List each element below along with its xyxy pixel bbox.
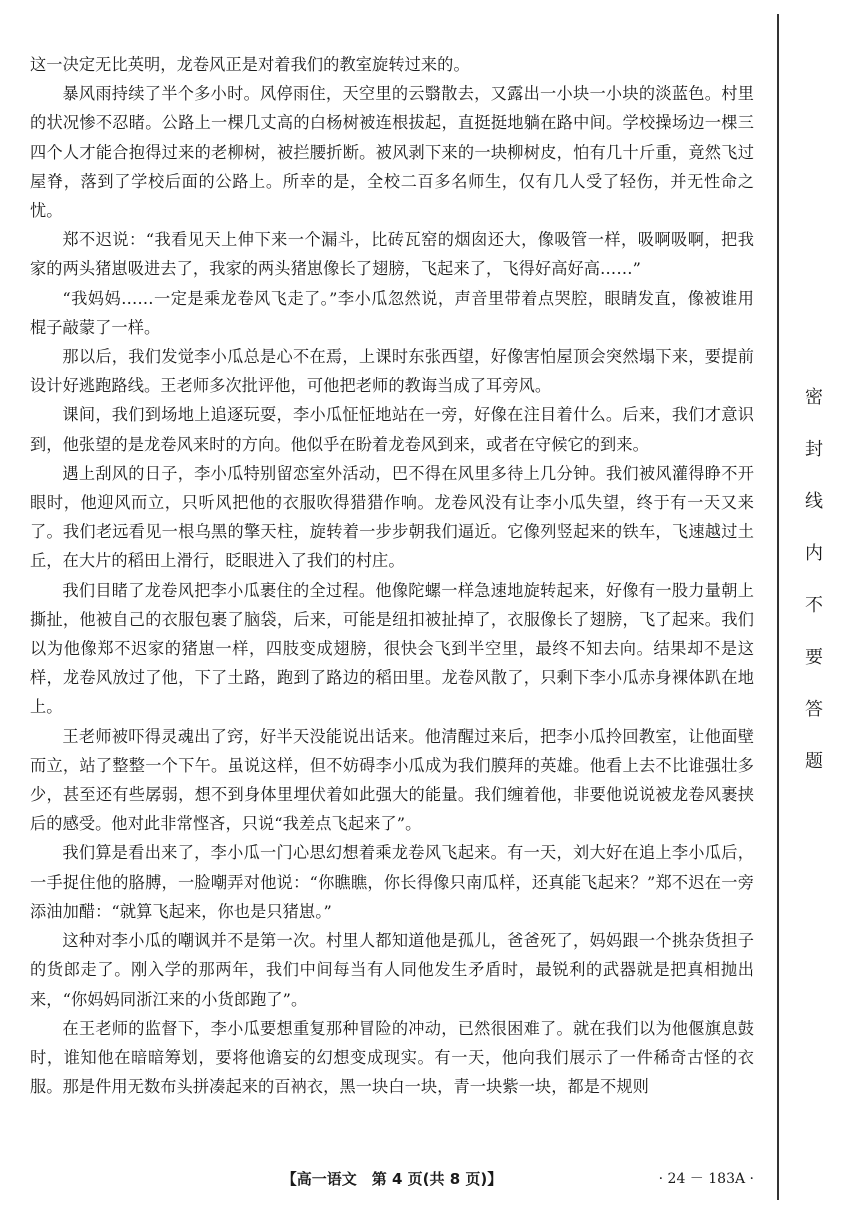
binding-char: 内 — [805, 543, 823, 564]
exam-code: · 24 － 183A · — [658, 1171, 754, 1187]
binding-margin-notice — [790, 372, 838, 788]
paragraph: 暴风雨持续了半个多小时。风停雨住，天空里的云翳散去，又露出一小块一小块的淡蓝色。村里的状况惨不忍睹。公路上一棵几丈高的白杨树被连根拔起，直挺挺地躺在路中间。学校操场边一棵三四个人才能合抱得过来的老柳树，被拦腰折断。被风剥下来的一块柳树皮，怕有几十斤重，竟然飞过屋脊，落到了学校后面的公路上。所幸的是，全校二百多名师生，仅有几人受了轻伤，并无性命之忧。 — [30, 84, 754, 221]
binding-char: 要 — [805, 647, 823, 668]
article-body — [30, 50, 754, 1101]
binding-char: 不 — [805, 595, 823, 616]
page-footer — [30, 1168, 754, 1194]
page-number-label: 【高一语文 第 4 页(共 8 页)】 — [281, 1170, 503, 1188]
binding-char: 线 — [805, 491, 823, 512]
paragraph: 那以后，我们发觉李小瓜总是心不在焉，上课时东张西望，好像害怕屋顶会突然塌下来，要提前设计好逃跑路线。王老师多次批评他，可他把老师的教诲当成了耳旁风。 — [30, 347, 754, 396]
binding-char: 封 — [805, 439, 823, 460]
binding-char: 答 — [805, 699, 823, 720]
paragraph: 这一决定无比英明，龙卷风正是对着我们的教室旋转过来的。 — [30, 55, 470, 74]
paragraph: 遇上刮风的日子，李小瓜特别留恋室外活动，巴不得在风里多待上几分钟。我们被风灌得睁不开眼时，他迎风而立，只听风把他的衣服吹得猎猎作响。龙卷风没有让李小瓜失望，终于有一天又来了。我们老远看见一根乌黑的擎天柱，旋转着一步步朝我们逼近。它像列竖起来的铁车，飞速越过土丘，在大片的稻田上滑行，眨眼进入了我们的村庄。 — [30, 463, 754, 571]
paragraph: “我妈妈……一定是乘龙卷风飞走了。”李小瓜忽然说，声音里带着点哭腔，眼睛发直，像被谁用棍子敲蒙了一样。 — [30, 288, 754, 337]
paragraph: 我们目睹了龙卷风把李小瓜裹住的全过程。他像陀螺一样急速地旋转起来，好像有一股力量朝上撕扯，他被自己的衣服包裹了脑袋，后来，可能是纽扣被扯掉了，衣服像长了翅膀，飞了起来。我们以为他像郑不迟家的猪崽一样，四肢变成翅膀，很快会飞到半空里，最终不知去向。结果却不是这样，龙卷风放过了他，下了土路，跑到了路边的稻田里。龙卷风散了，只剩下李小瓜赤身裸体趴在地上。 — [30, 580, 754, 717]
binding-char: 密 — [805, 387, 823, 408]
paragraph: 在王老师的监督下，李小瓜要想重复那种冒险的冲动，已然很困难了。就在我们以为他偃旗息鼓时，谁知他在暗暗筹划，要将他谵妄的幻想变成现实。有一天，他向我们展示了一件稀奇古怪的衣服。那是件用无数布头拼凑起来的百衲衣，黑一块白一块，青一块紫一块，都是不规则 — [30, 1018, 754, 1097]
paragraph: 课间，我们到场地上追逐玩耍，李小瓜怔怔地站在一旁，好像在注目着什么。后来，我们才意识到，他张望的是龙卷风来时的方向。他似乎在盼着龙卷风到来，或者在守候它的到来。 — [30, 405, 754, 454]
binding-line — [777, 14, 779, 1200]
paragraph: 我们算是看出来了，李小瓜一门心思幻想着乘龙卷风飞起来。有一天，刘大好在追上李小瓜后，一手捉住他的胳膊，一脸嘲弄对他说：“你瞧瞧，你长得像只南瓜样，还真能飞起来？”郑不迟在一旁添油加醋：“就算飞起来，你也是只猪崽。” — [30, 843, 754, 921]
paragraph: 这种对李小瓜的嘲讽并不是第一次。村里人都知道他是孤儿，爸爸死了，妈妈跟一个挑杂货担子的货郎走了。刚入学的那两年，我们中间每当有人同他发生矛盾时，最锐利的武器就是把真相抛出来，“你妈妈同浙江来的小货郎跑了”。 — [30, 931, 754, 1009]
paragraph: 王老师被吓得灵魂出了窍，好半天没能说出话来。他清醒过来后，把李小瓜拎回教室，让他面壁而立，站了整整一个下午。虽说这样，但不妨碍李小瓜成为我们膜拜的英雄。他看上去不比谁强壮多少，甚至还有些孱弱，想不到身体里埋伏着如此强大的能量。我们缠着他，非要他说说被龙卷风裹挟后的感受。他对此非常悭吝，只说“我差点飞起来了”。 — [30, 726, 754, 834]
paragraph: 郑不迟说：“我看见天上伸下来一个漏斗，比砖瓦窑的烟囱还大，像吸管一样，吸啊吸啊，把我家的两头猪崽吸进去了，我家的两头猪崽像长了翅膀，飞起来了，飞得好高好高……” — [30, 230, 754, 279]
binding-char: 题 — [805, 751, 823, 772]
